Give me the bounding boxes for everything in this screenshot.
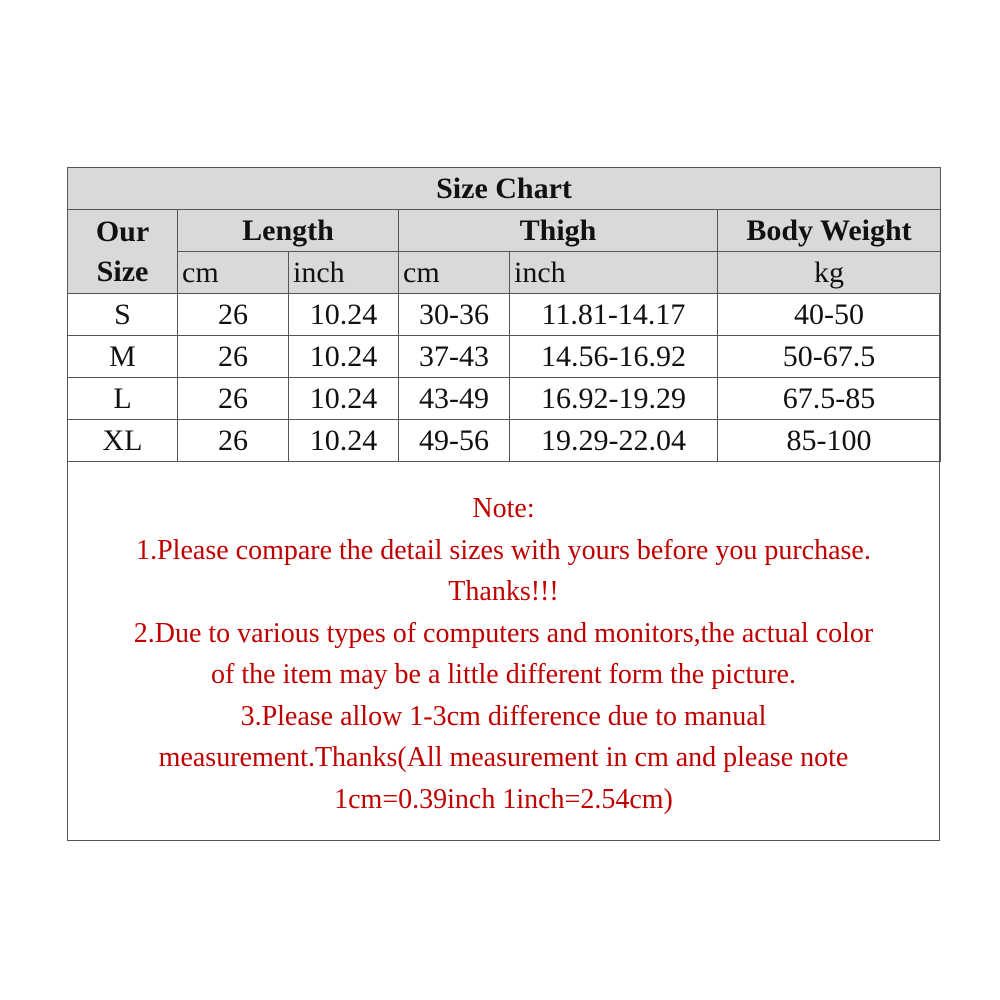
thigh-cm-cell: 43-49 xyxy=(399,378,510,420)
length-cm-cell: 26 xyxy=(178,336,289,378)
weight-kg-cell: 50-67.5 xyxy=(718,336,941,378)
thigh-cm-cell: 30-36 xyxy=(399,294,510,336)
our-size-header-line2: Size xyxy=(96,254,149,288)
size-cell: M xyxy=(68,336,178,378)
thigh-inch-cell: 16.92-19.29 xyxy=(510,378,718,420)
length-cm-cell: 26 xyxy=(178,378,289,420)
note-heading: Note: xyxy=(472,493,535,524)
our-size-header-line1: Our xyxy=(95,214,150,248)
weight-kg-unit: kg xyxy=(718,252,941,294)
note-line: 1.Please compare the detail sizes with yours before you purchase. xyxy=(136,534,871,566)
length-inch-cell: 10.24 xyxy=(289,294,399,336)
body-weight-header: Body Weight xyxy=(718,210,941,252)
note-line: 2.Due to various types of computers and monitors,the actual color xyxy=(133,617,874,649)
length-cm-unit: cm xyxy=(178,252,289,294)
length-inch-cell: 10.24 xyxy=(289,420,399,462)
note-block xyxy=(67,488,940,820)
note-line: of the item may be a little different form the picture. xyxy=(211,659,796,690)
length-inch-cell: 10.24 xyxy=(289,378,399,420)
our-size-header xyxy=(68,210,178,294)
weight-kg-cell: 67.5-85 xyxy=(718,378,941,420)
thigh-header: Thigh xyxy=(399,210,718,252)
title-row xyxy=(68,168,941,210)
thigh-inch-unit: inch xyxy=(510,252,718,294)
thigh-cm-cell: 49-56 xyxy=(399,420,510,462)
chart-title: Size Chart xyxy=(68,168,941,210)
length-header: Length xyxy=(178,210,399,252)
size-cell: S xyxy=(68,294,178,336)
thigh-inch-cell: 19.29-22.04 xyxy=(510,420,718,462)
table-row xyxy=(68,420,941,462)
length-cm-cell: 26 xyxy=(178,294,289,336)
weight-kg-cell: 40-50 xyxy=(718,294,941,336)
thigh-inch-cell: 11.81-14.17 xyxy=(510,294,718,336)
note-line: measurement.Thanks(All measurement in cm and please note xyxy=(158,742,849,773)
table-row xyxy=(68,378,941,420)
note-line: Thanks!!! xyxy=(448,576,559,607)
length-inch-unit: inch xyxy=(289,252,399,294)
thigh-inch-cell: 14.56-16.92 xyxy=(510,336,718,378)
thigh-cm-unit: cm xyxy=(399,252,510,294)
note-line: 3.Please allow 1-3cm difference due to manual xyxy=(240,700,767,732)
size-chart-table xyxy=(67,167,941,462)
weight-kg-cell: 85-100 xyxy=(718,420,941,462)
length-inch-cell: 10.24 xyxy=(289,336,399,378)
length-cm-cell: 26 xyxy=(178,420,289,462)
note-line: 1cm=0.39inch 1inch=2.54cm) xyxy=(334,783,673,815)
unit-row xyxy=(68,252,941,294)
table-row xyxy=(68,336,941,378)
size-cell: XL xyxy=(68,420,178,462)
thigh-cm-cell: 37-43 xyxy=(399,336,510,378)
size-cell: L xyxy=(68,378,178,420)
header-row xyxy=(68,210,941,252)
table-row xyxy=(68,294,941,336)
